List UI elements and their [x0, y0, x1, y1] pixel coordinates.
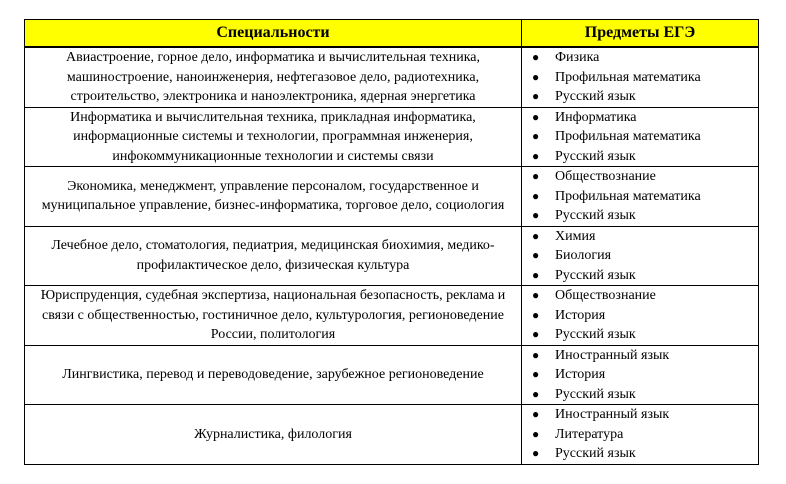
subject-label: История: [555, 307, 606, 323]
table-row: [25, 345, 759, 405]
subject-label: Русский язык: [555, 446, 636, 461]
specialties-cell: Лингвистика, перевод и переводоведение, зарубежное регионоведение: [25, 345, 522, 405]
subject-label: Профильная математика: [555, 188, 701, 204]
bullet-icon: ●: [532, 248, 540, 262]
table-row: [25, 167, 759, 227]
bullet-icon: ●: [532, 426, 540, 441]
specialties-cell: Журналистика, филология: [25, 405, 522, 465]
bullet-icon: ●: [532, 109, 540, 124]
subject-label: Иностранный язык: [555, 407, 670, 422]
specialties-cell: Юриспруденция, судебная экспертиза, национальная безопасность, реклама и связи с общественностью, гостиничное дело, культурология, регионоведение России, политология: [25, 286, 522, 346]
subject-label: Русский язык: [555, 267, 636, 283]
header-subjects: Предметы ЕГЭ: [522, 20, 759, 48]
bullet-icon: ●: [532, 347, 540, 362]
table-row: [25, 226, 759, 286]
subjects-list: [522, 286, 758, 345]
bullet-icon: ●: [532, 169, 540, 183]
subject-item: [522, 346, 758, 366]
table-row: [25, 107, 759, 167]
header-specialties: Специальности: [25, 20, 522, 48]
subject-label: Физика: [555, 50, 600, 65]
subject-label: Биология: [555, 248, 612, 263]
bullet-icon: ●: [532, 228, 540, 243]
subject-item: [522, 286, 758, 306]
bullet-icon: ●: [532, 288, 540, 302]
bullet-icon: ●: [532, 50, 540, 64]
subject-label: Русский язык: [555, 89, 636, 104]
exam-subjects-table: [24, 19, 759, 465]
specialties-cell: Экономика, менеджмент, управление персоналом, государственное и муниципальное управление, бизнес-информатика, торговое дело, социология: [25, 167, 522, 227]
subject-item: [522, 48, 758, 68]
subjects-cell: [522, 286, 759, 346]
subject-item: [522, 385, 758, 405]
bullet-icon: ●: [532, 89, 540, 103]
subjects-list: [522, 405, 758, 464]
bullet-icon: ●: [532, 129, 540, 143]
bullet-icon: ●: [532, 69, 540, 84]
bullet-icon: ●: [532, 148, 540, 163]
subjects-cell: [522, 345, 759, 405]
subject-item: [522, 87, 758, 107]
subject-item: [522, 127, 758, 147]
subject-label: Русский язык: [555, 386, 636, 402]
subject-item: [522, 68, 758, 88]
subject-item: [522, 266, 758, 286]
subject-item: [522, 108, 758, 128]
subject-item: [522, 167, 758, 187]
subject-label: Русский язык: [555, 148, 636, 164]
subject-item: [522, 365, 758, 385]
specialties-cell: Авиастроение, горное дело, информатика и вычислительная техника, машиностроение, наноинженерия, нефтегазовое дело, радиотехника, строительство, электроника и наноэлектроника, ядерная энергетика: [25, 47, 522, 107]
subjects-list: [522, 108, 758, 167]
bullet-icon: ●: [532, 446, 540, 460]
subject-item: [522, 306, 758, 326]
subject-label: История: [555, 367, 606, 382]
table-row: [25, 286, 759, 346]
subjects-list: [522, 346, 758, 405]
subject-label: Информатика: [555, 109, 637, 125]
subject-label: Литература: [555, 426, 624, 442]
subjects-cell: [522, 167, 759, 227]
subject-item: [522, 405, 758, 425]
subject-label: Обществознание: [555, 169, 656, 184]
subject-item: [522, 325, 758, 345]
specialties-cell: Лечебное дело, стоматология, педиатрия, медицинская биохимия, медико-профилактическое дело, физическая культура: [25, 226, 522, 286]
subject-label: Химия: [555, 228, 596, 244]
subject-item: [522, 147, 758, 167]
bullet-icon: ●: [532, 386, 540, 401]
table-row: [25, 405, 759, 465]
subject-item: [522, 246, 758, 266]
subjects-cell: [522, 405, 759, 465]
bullet-icon: ●: [532, 267, 540, 282]
subject-item: [522, 444, 758, 464]
subject-item: [522, 425, 758, 445]
bullet-icon: ●: [532, 407, 540, 421]
table-row: [25, 47, 759, 107]
subjects-list: [522, 227, 758, 286]
subjects-cell: [522, 47, 759, 107]
bullet-icon: ●: [532, 307, 540, 322]
bullet-icon: ●: [532, 327, 540, 341]
subjects-list: [522, 48, 758, 107]
subjects-list: [522, 167, 758, 226]
subject-label: Обществознание: [555, 288, 656, 303]
subjects-cell: [522, 107, 759, 167]
subject-label: Русский язык: [555, 208, 636, 223]
subject-item: [522, 187, 758, 207]
specialties-cell: Информатика и вычислительная техника, прикладная информатика, информационные системы и технологии, программная инженерия, инфокоммуникационные технологии и системы связи: [25, 107, 522, 167]
bullet-icon: ●: [532, 367, 540, 381]
header-row: [25, 20, 759, 48]
subject-label: Профильная математика: [555, 69, 701, 85]
subject-item: [522, 206, 758, 226]
subject-label: Иностранный язык: [555, 347, 670, 363]
bullet-icon: ●: [532, 188, 540, 203]
subjects-cell: [522, 226, 759, 286]
subject-label: Русский язык: [555, 327, 636, 342]
subject-item: [522, 227, 758, 247]
subject-label: Профильная математика: [555, 129, 701, 144]
bullet-icon: ●: [532, 208, 540, 222]
